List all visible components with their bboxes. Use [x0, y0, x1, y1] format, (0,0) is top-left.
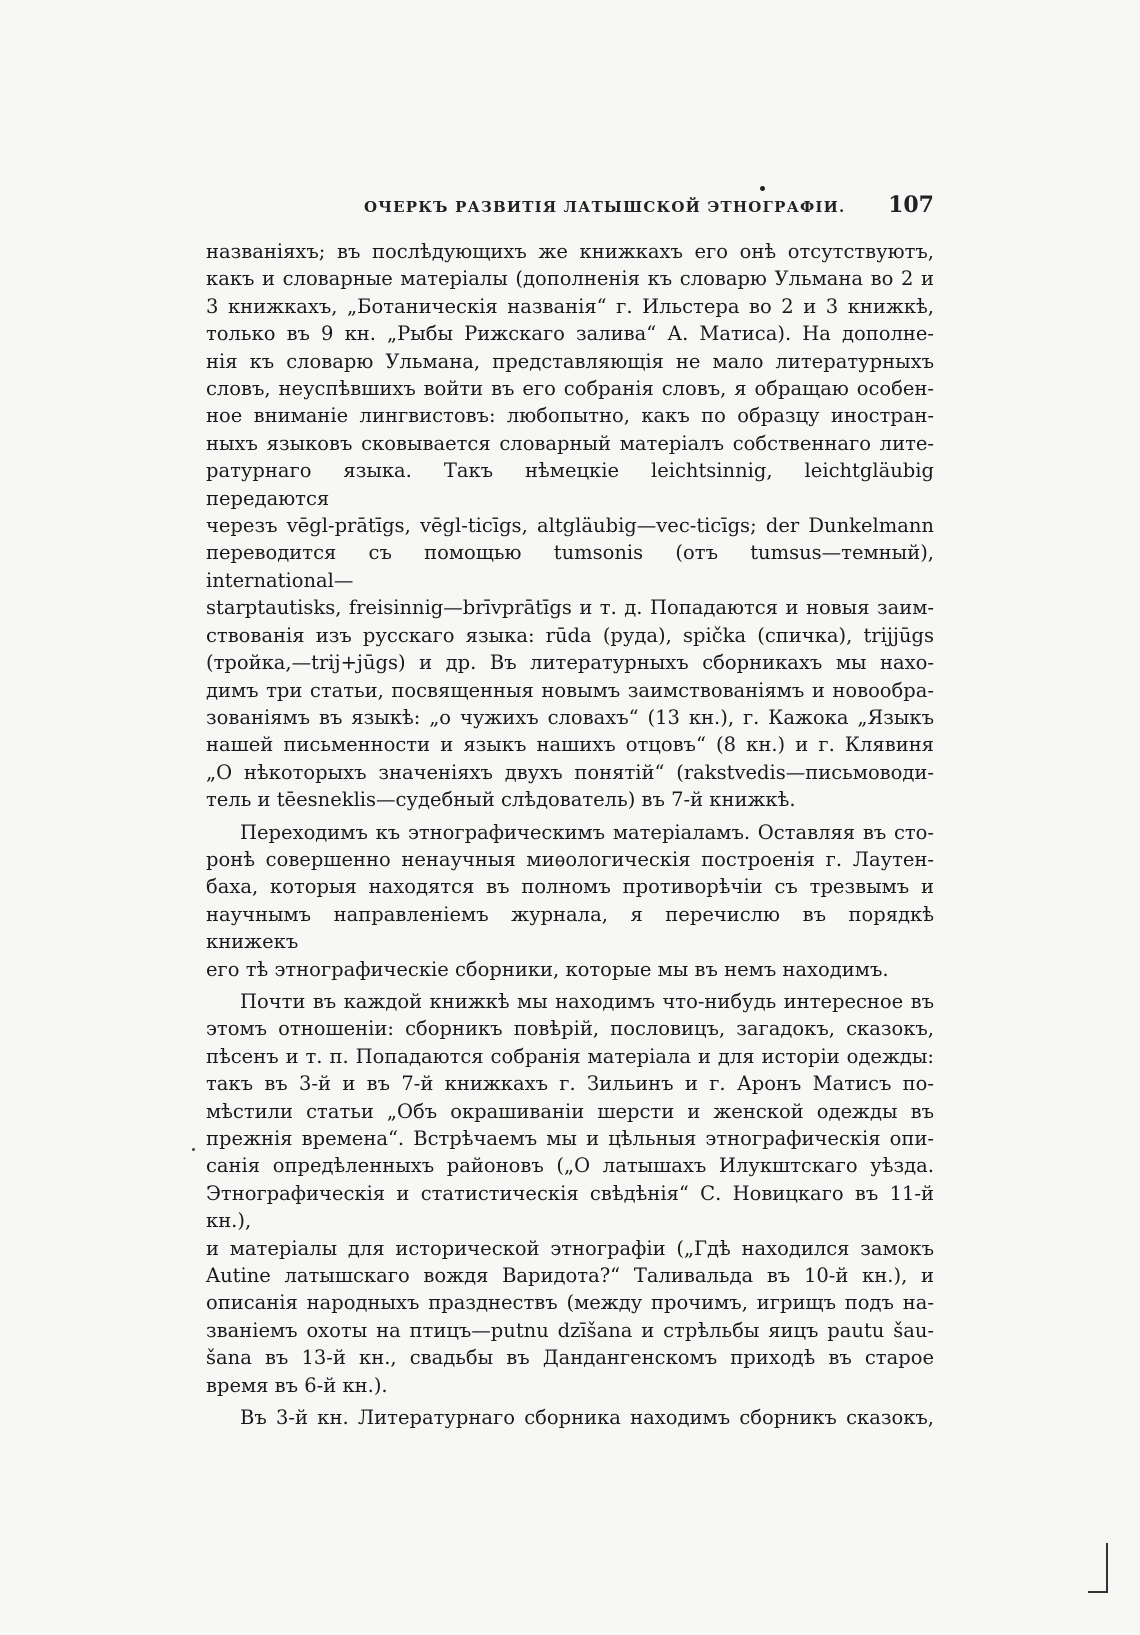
page-number: 107 [888, 192, 934, 218]
text-line: 3 книжкахъ, „Ботаническія названія“ г. Ильстера во 2 и 3 книжкѣ, [206, 294, 934, 318]
text-line: его тѣ этнографическіе сборники, которые мы въ немъ находимъ. [206, 957, 889, 981]
text-line: нія къ словарю Ульмана, представляющія не мало литературныхъ [206, 349, 934, 373]
text-line: зованіямъ въ языкѣ: „о чужихъ словахъ“ (13 кн.), г. Кажока „Языкъ [206, 705, 934, 729]
text-line: ныхъ языковъ сковывается словарный матеріалъ собственнаго лите- [206, 431, 934, 455]
text-line: ствованія изъ русскаго языка: rūda (руда), spička (спичка), trijjūgs [206, 623, 934, 647]
text-line: пѣсенъ и т. п. Попадаются собранія матеріала и для исторіи одежды: [206, 1044, 934, 1068]
text-line: такъ въ 3-й и въ 7-й книжкахъ г. Зильинъ и г. Аронъ Матисъ по- [206, 1072, 934, 1096]
text-line: только въ 9 кн. „Рыбы Рижскаго залива“ А. Матиса). На дополне- [206, 322, 934, 346]
text-line: описанія народныхъ празднествъ (между прочимъ, игрищъ подъ на- [206, 1291, 934, 1315]
body-text [206, 238, 934, 1431]
text-line: званіемъ охоты на птицъ—putnu dzīšana и стрѣльбы яицъ pautu šau- [206, 1318, 934, 1342]
paragraph-3 [206, 988, 934, 1399]
text-line: starptautisks, freisinnig—brīvprātīgs и т. д. Попадаются и новыя заим- [206, 596, 934, 620]
text-line: баха, которыя находятся въ полномъ противорѣчіи съ трезвымъ и [206, 875, 934, 899]
text-line: ратурнаго языка. Такъ нѣмецкіе leichtsinnig, leichtgläubig передаются [206, 459, 934, 510]
corner-crop-mark [1088, 1543, 1108, 1593]
text-line: димъ три статьи, посвященныя новымъ заимствованіямъ и новообра- [206, 678, 934, 702]
ink-dot [760, 186, 765, 191]
text-line: Autine латышскаго вождя Варидота?“ Таливальда въ 10-й кн.), и [206, 1264, 934, 1288]
text-line: Переходимъ къ этнографическимъ матеріаламъ. Оставляя въ сто- [240, 820, 934, 844]
text-line: время въ 6-й кн.). [206, 1373, 388, 1397]
text-line: šana въ 13-й кн., свадьбы въ Дандангенскомъ приходѣ въ старое [206, 1346, 934, 1370]
text-line: и матеріалы для исторической этнографіи („Гдѣ находился замокъ [206, 1236, 934, 1260]
paragraph-4 [206, 1404, 934, 1431]
text-line: ронѣ совершенно ненаучныя миѳологическія построенія г. Лаутен- [206, 847, 934, 871]
paragraph-1 [206, 238, 934, 814]
text-line: „О нѣкоторыхъ значеніяхъ двухъ понятій“ (rakstvedis—письмоводи- [206, 760, 934, 784]
text-line: Этнографическія и статистическія свѣдѣнія“ С. Новицкаго въ 11-й кн.), [206, 1181, 934, 1233]
text-line: этомъ отношеніи: сборникъ повѣрій, пословицъ, загадокъ, сказокъ, [206, 1017, 934, 1041]
text-line: словъ, неуспѣвшихъ войти въ его собранія словъ, я обращаю особен- [206, 377, 934, 401]
text-line: переводится съ помощью tumsonis (отъ tumsus—темный), international— [206, 541, 934, 592]
text-line: Въ 3-й кн. Литературнаго сборника находимъ сборникъ сказокъ, [240, 1406, 934, 1430]
ink-speck [192, 1148, 195, 1151]
text-line: названіяхъ; въ послѣдующихъ же книжкахъ его онѣ отсутствуютъ, [206, 240, 934, 263]
text-line: научнымъ направленіемъ журнала, я перечислю въ порядкѣ книжекъ [206, 902, 934, 954]
paragraph-2 [206, 819, 934, 983]
text-line: тель и tēesneklis—судебный слѣдователь) въ 7-й книжкѣ. [206, 788, 796, 812]
text-line: какъ и словарные матеріалы (дополненія къ словарю Ульмана во 2 и [206, 267, 934, 291]
text-line: ное вниманіе лингвистовъ: любопытно, какъ по образцу иностран- [206, 404, 934, 428]
text-line: санія опредѣленныхъ районовъ („О латышахъ Илукштскаго уѣзда. [206, 1154, 934, 1178]
text-line: (тройка,—trij+jūgs) и др. Въ литературныхъ сборникахъ мы нахо- [206, 651, 934, 675]
text-line: нашей письменности и языкъ нашихъ отцовъ“ (8 кн.) и г. Клявиня [206, 733, 934, 757]
text-line: черезъ vēgl-prātīgs, vēgl-ticīgs, altgläubig—vec-ticīgs; der Dunkelmann [206, 514, 934, 538]
page-header [206, 192, 934, 228]
running-title: ОЧЕРКЪ РАЗВИТІЯ ЛАТЫШСКОЙ ЭТНОГРАФІИ. [364, 198, 846, 216]
text-line: Почти въ каждой книжкѣ мы находимъ что-нибудь интересное въ [240, 989, 934, 1013]
text-line: мѣстили статьи „Объ окрашиваніи шерсти и женской одежды въ [206, 1099, 934, 1123]
text-line: прежнія времена“. Встрѣчаемъ мы и цѣльныя этнографическія опи- [206, 1127, 934, 1150]
